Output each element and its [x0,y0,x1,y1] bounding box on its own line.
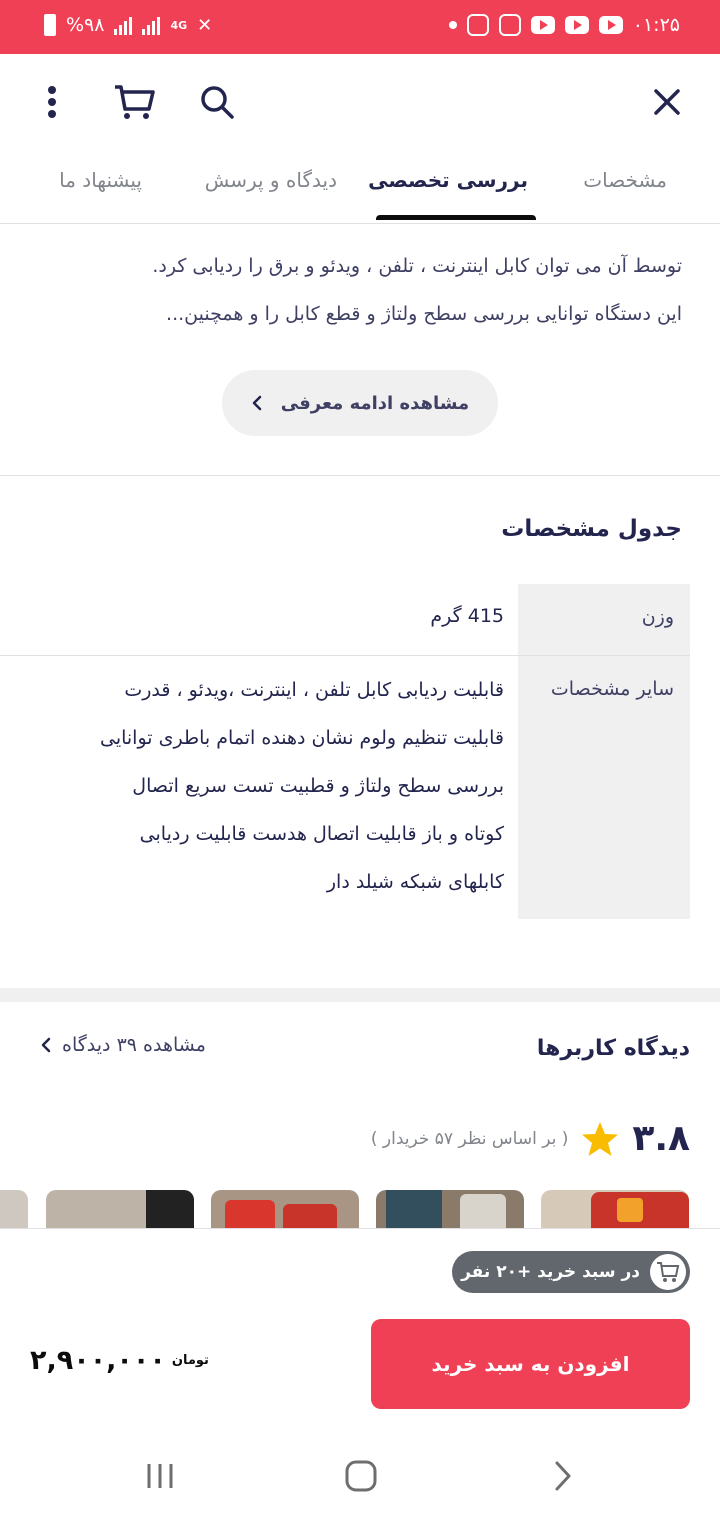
chevron-left-icon [251,394,263,412]
section-tabs [0,150,720,224]
cart-icon [650,1254,686,1290]
cart-count-badge [452,1251,690,1293]
battery-icon [44,14,56,36]
description-line: این دستگاه توانایی بررسی سطح ولتاژ و قطع کابل را و همچنین... [166,303,682,325]
purchase-bar [0,1228,720,1428]
star-icon [580,1120,620,1158]
divider [0,475,720,476]
spec-value-weight: 415 گرم [430,605,504,627]
section-separator [0,988,720,1002]
cart-icon[interactable] [108,76,160,128]
spec-value-line: بررسی سطح ولتاژ و قطبیت تست سریع اتصال [132,775,504,797]
cart-count-label: در سبد خرید +۲۰ نفر [461,1262,640,1282]
review-image[interactable] [211,1190,359,1228]
system-nav-bar [0,1428,720,1520]
rating-value: ۳.۸ [632,1118,690,1159]
instagram-icon-2 [499,14,521,36]
search-icon[interactable] [191,76,243,128]
battery-level: %۹۸ [66,14,105,36]
youtube-icon-3 [599,16,623,34]
chevron-left-icon [40,1036,52,1054]
review-image[interactable] [376,1190,524,1228]
tab-expert-review[interactable]: بررسی تخصصی [368,168,528,192]
reviews-title: دیدگاه کاربرها [536,1036,690,1061]
description-line: توسط آن می توان کابل اینترنت ، تلفن ، ویدئو و برق را ردیابی کرد. [152,255,682,277]
review-images-strip [0,1190,720,1228]
clock: ۰۱:۲۵ [632,14,680,36]
tab-recommendations[interactable]: پیشنهاد ما [59,168,142,192]
view-all-reviews-label: مشاهده ۳۹ دیدگاه [62,1034,206,1056]
tab-comments[interactable]: دیدگاه و پرسش [204,168,337,192]
spec-value-line: کابلهای شبکه شیلد دار [326,871,504,893]
back-icon[interactable] [543,1456,583,1496]
more-options-icon[interactable] [26,76,78,128]
review-image[interactable] [46,1190,194,1228]
view-all-reviews-link[interactable] [40,1034,206,1056]
read-more-label: مشاهده ادامه معرفی [280,392,470,414]
youtube-icon-2 [565,16,589,34]
price-currency: تومان [171,1353,209,1368]
active-tab-indicator [376,215,536,220]
status-bar [0,0,720,54]
spec-value-line: قابلیت ردیابی کابل تلفن ، اینترنت ،ویدئو ، قدرت [124,679,504,701]
close-icon[interactable] [641,76,693,128]
mute-icon: ✕ [197,14,213,36]
signal-icon [114,15,132,35]
notification-dot [449,21,457,29]
rating-note: ( بر اساس نظر ۵۷ خریدار ) [370,1128,569,1149]
home-icon[interactable] [341,1456,381,1496]
rating-summary [371,1118,690,1159]
spec-value-other [14,666,504,906]
price [30,1345,209,1376]
spec-key-other: سایر مشخصات [518,656,690,919]
network-type: 4G [170,18,188,32]
instagram-icon [467,14,489,36]
review-image[interactable] [541,1190,689,1228]
spec-key-weight: وزن [518,584,690,655]
read-more-button[interactable] [222,370,498,436]
recent-apps-icon[interactable] [140,1456,180,1496]
youtube-icon [531,16,555,34]
price-value: ۲,۹۰۰,۰۰۰ [30,1345,166,1376]
signal-icon-2 [142,15,160,35]
tab-specs[interactable]: مشخصات [583,168,667,192]
specs-title: جدول مشخصات [501,516,682,542]
spec-value-line: کوتاه و باز قابلیت اتصال هدست قابلیت ردیابی [139,823,504,845]
spec-value-line: قابلیت تنظیم ولوم نشان دهنده اتمام باطری توانایی [99,727,504,749]
review-image[interactable] [0,1190,28,1228]
add-to-cart-button[interactable]: افزودن به سبد خرید [371,1319,690,1409]
app-header [0,54,720,150]
product-description [22,224,682,338]
